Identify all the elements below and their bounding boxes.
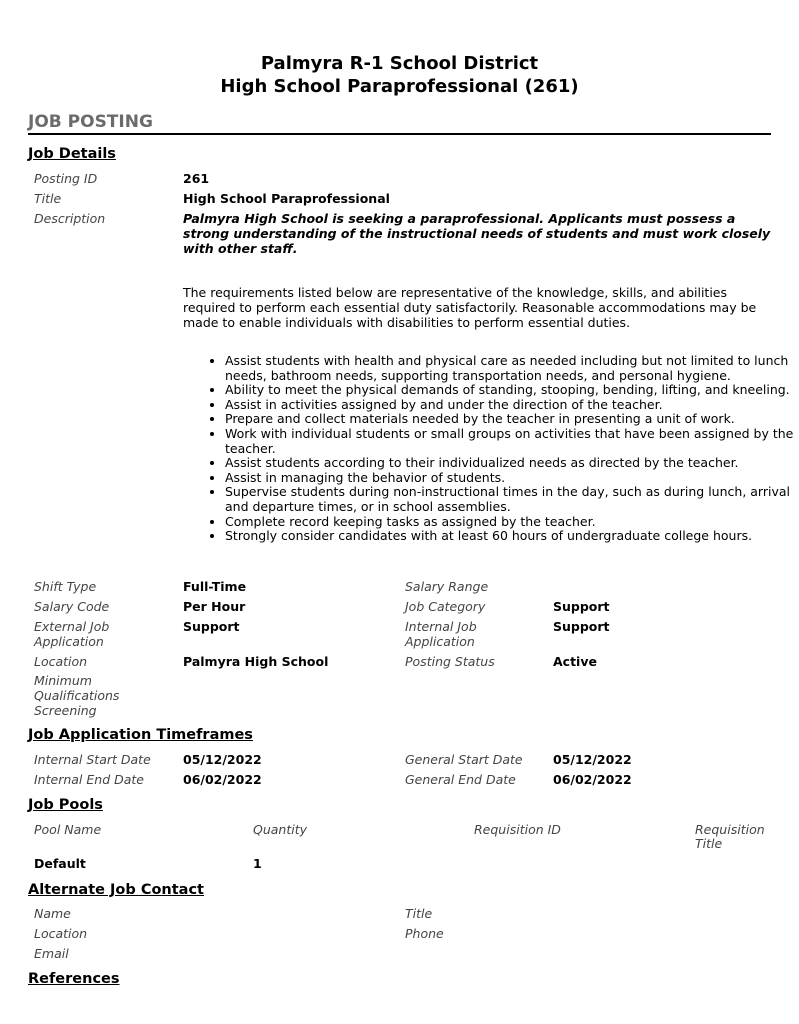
posting-id-label: Posting ID — [34, 171, 98, 186]
posting-status-value: Active — [553, 654, 597, 669]
internal-app-label: Internal Job — [405, 619, 477, 634]
shift-type-value: Full-Time — [183, 579, 247, 594]
title-value: High School Paraprofessional — [183, 191, 390, 206]
list-item: • Assist students with health and physical care as needed including but not limited to lunch needs, bathroom needs, supporting transportation needs, and personal hygiene. — [225, 354, 799, 383]
district-title: Palmyra R-1 School District — [260, 53, 539, 74]
internal-end-label: Internal End Date — [34, 772, 144, 787]
posting-id-value: 261 — [183, 171, 210, 186]
alternate-contact-heading: Alternate Job Contact — [28, 882, 204, 898]
list-item: • Prepare and collect materials needed by the teacher in presenting a unit of work. — [225, 412, 799, 427]
min-qual-label: Screening — [34, 703, 97, 718]
list-item: • Work with individual students or small groups on activities that have been assigned by the teacher. — [225, 427, 799, 456]
contact-name-label: Name — [34, 906, 71, 921]
pool-name-cell: Default — [34, 856, 86, 871]
internal-start-label: Internal Start Date — [34, 752, 151, 767]
contact-title-label: Title — [405, 906, 433, 921]
description-label: Description — [34, 211, 106, 226]
job-posting-heading: JOB POSTING — [28, 112, 153, 132]
references-heading: References — [28, 971, 120, 987]
description-paragraph: The requirements listed below are representative of the knowledge, skills, and abilities required to perform each essential duty satisfactorily. Reasonable accommodations may be made to enable individuals with disabilities to perform essential duties. — [183, 285, 757, 330]
heading-divider — [28, 133, 771, 135]
list-item: • Supervise students during non-instructional times in the day, such as during lunch, arrival and departure times, or in school assemblies. — [225, 485, 799, 514]
external-app-label: External Job — [34, 619, 110, 634]
job-pools-heading: Job Pools — [28, 797, 103, 813]
quantity-header: Quantity — [253, 822, 308, 837]
requisition-id-header: Requisition ID — [474, 822, 561, 837]
min-qual-label: Minimum — [34, 673, 92, 688]
description-lead: Palmyra High School is seeking a paraprofessional. Applicants must possess a strong understanding of the instructional needs of students and must work closely with other staff. — [183, 211, 771, 256]
title-label: Title — [34, 191, 62, 206]
contact-email-label: Email — [34, 946, 69, 961]
min-qual-label: Qualifications — [34, 688, 120, 703]
job-category-value: Support — [553, 599, 610, 614]
salary-code-label: Salary Code — [34, 599, 110, 614]
internal-app-label: Application — [405, 634, 475, 649]
list-item: • Strongly consider candidates with at least 60 hours of undergraduate college hours. — [225, 529, 799, 544]
list-item: • Ability to meet the physical demands of standing, stooping, bending, lifting, and kneeling. — [225, 383, 799, 398]
external-app-value: Support — [183, 619, 240, 634]
list-item: • Assist in managing the behavior of students. — [225, 471, 799, 486]
job-category-label: Job Category — [405, 599, 486, 614]
position-title: High School Paraprofessional (261) — [220, 76, 579, 97]
salary-range-label: Salary Range — [405, 579, 489, 594]
internal-app-value: Support — [553, 619, 610, 634]
location-label: Location — [34, 654, 88, 669]
quantity-cell: 1 — [253, 856, 262, 871]
external-app-label: Application — [34, 634, 104, 649]
salary-code-value: Per Hour — [183, 599, 246, 614]
list-item: • Assist in activities assigned by and under the direction of the teacher. — [225, 398, 799, 413]
general-end-value: 06/02/2022 — [553, 772, 632, 787]
list-item: • Assist students according to their individualized needs as directed by the teacher. — [225, 456, 799, 471]
requisition-title-header: Title — [695, 836, 723, 851]
shift-type-label: Shift Type — [34, 579, 97, 594]
duties-list — [183, 354, 799, 544]
list-item: • Complete record keeping tasks as assigned by the teacher. — [225, 515, 799, 530]
general-start-value: 05/12/2022 — [553, 752, 632, 767]
job-details-heading: Job Details — [28, 146, 116, 162]
internal-end-value: 06/02/2022 — [183, 772, 262, 787]
general-end-label: General End Date — [405, 772, 516, 787]
contact-phone-label: Phone — [405, 926, 444, 941]
internal-start-value: 05/12/2022 — [183, 752, 262, 767]
posting-status-label: Posting Status — [405, 654, 495, 669]
requisition-title-header: Requisition — [695, 822, 765, 837]
location-value: Palmyra High School — [183, 654, 329, 669]
timeframes-heading: Job Application Timeframes — [28, 727, 253, 743]
general-start-label: General Start Date — [405, 752, 523, 767]
contact-location-label: Location — [34, 926, 88, 941]
pool-name-header: Pool Name — [34, 822, 102, 837]
